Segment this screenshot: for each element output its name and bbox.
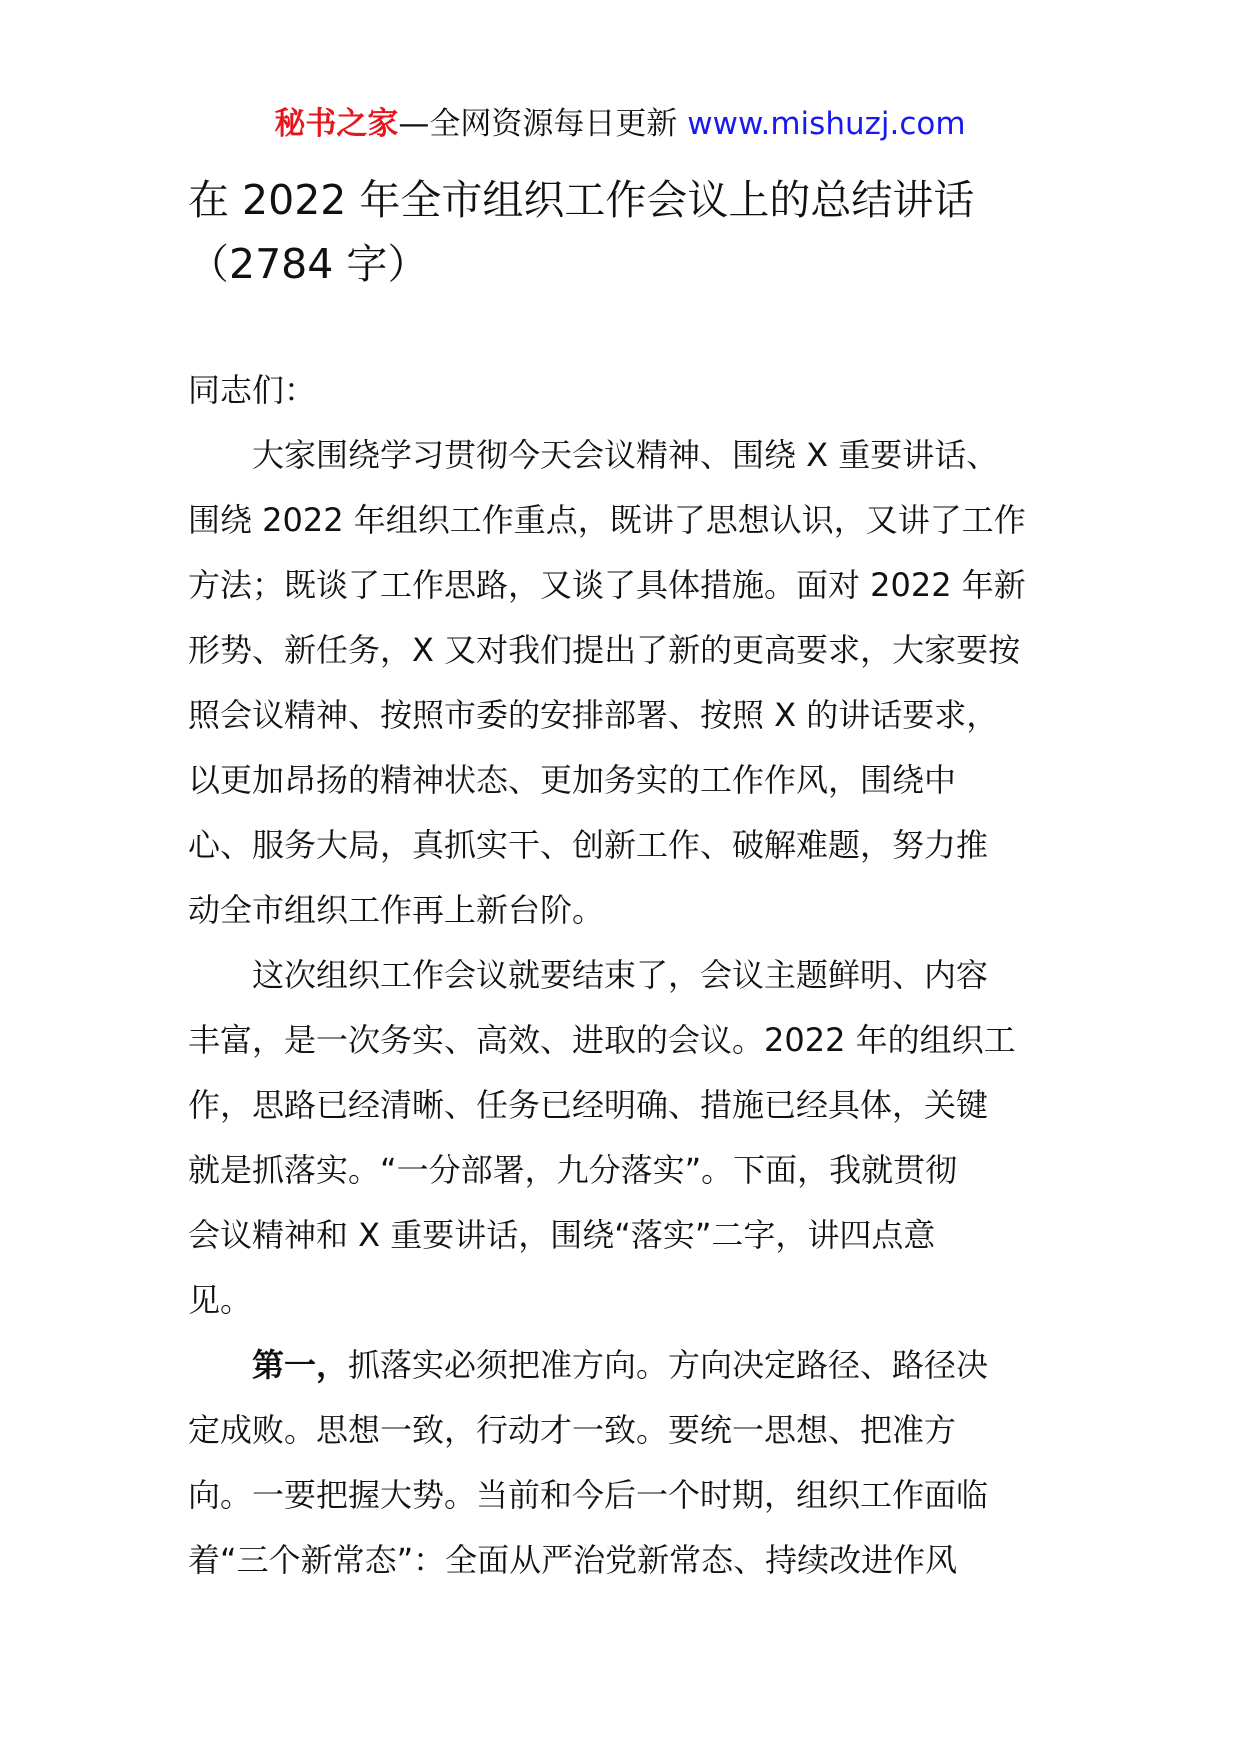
section-lead-rest: 抓落实必须把准方向。方向决定路径、路径决 — [348, 1346, 989, 1384]
paragraph-line: 形势、新任务，X 又对我们提出了新的更高要求，大家要按 — [188, 631, 1021, 669]
paragraph-line: 丰富，是一次务实、高效、进取的会议。2022 年的组织工 — [188, 1021, 1016, 1059]
title-line-2: （2784 字） — [188, 240, 429, 288]
paragraph-3 — [188, 1333, 1058, 1593]
site-url-link[interactable]: www.mishuzj.com — [687, 106, 966, 142]
paragraph-line — [188, 1333, 1058, 1398]
document-title — [188, 168, 1068, 296]
paragraph-line: 会议精神和 X 重要讲话，围绕“落实”二字，讲四点意 — [188, 1216, 936, 1254]
paragraph-line: 作，思路已经清晰、任务已经明确、措施已经具体，关键 — [188, 1086, 989, 1124]
section-lead: 第一， — [252, 1346, 349, 1384]
paragraph-line: 见。 — [188, 1281, 253, 1319]
header-slogan: —全网资源每日更新 — [398, 106, 678, 142]
greeting: 同志们： — [188, 371, 317, 409]
paragraph-line: 动全市组织工作再上新台阶。 — [188, 891, 605, 929]
paragraph-line: 心、服务大局，真抓实干、创新工作、破解难题，努力推 — [188, 826, 989, 864]
document-body — [188, 358, 1058, 1593]
paragraph-1 — [188, 423, 1058, 943]
paragraph-line: 方法；既谈了工作思路，又谈了具体措施。面对 2022 年新 — [188, 566, 1026, 604]
paragraph-line: 向。一要把握大势。当前和今后一个时期，组织工作面临 — [188, 1476, 989, 1514]
paragraph-line: 定成败。思想一致，行动才一致。要统一思想、把准方 — [188, 1411, 957, 1449]
paragraph-line: 就是抓落实。“一分部署，九分落实”。下面，我就贯彻 — [188, 1151, 958, 1189]
brand-name: 秘书之家 — [274, 106, 399, 142]
site-header — [0, 104, 1240, 144]
paragraph-line: 以更加昂扬的精神状态、更加务实的工作作风，围绕中 — [188, 761, 957, 799]
paragraph-line: 这次组织工作会议就要结束了，会议主题鲜明、内容 — [252, 956, 989, 994]
paragraph-line: 着“三个新常态”：全面从严治党新常态、持续改进作风 — [188, 1541, 958, 1579]
paragraph-line: 大家围绕学习贯彻今天会议精神、围绕 X 重要讲话、 — [252, 436, 999, 474]
paragraph-line: 围绕 2022 年组织工作重点，既讲了思想认识，又讲了工作 — [188, 501, 1026, 539]
paragraph-2 — [188, 943, 1058, 1333]
paragraph-line: 照会议精神、按照市委的安排部署、按照 X 的讲话要求， — [188, 696, 999, 734]
title-line-1: 在 2022 年全市组织工作会议上的总结讲话 — [188, 176, 975, 224]
